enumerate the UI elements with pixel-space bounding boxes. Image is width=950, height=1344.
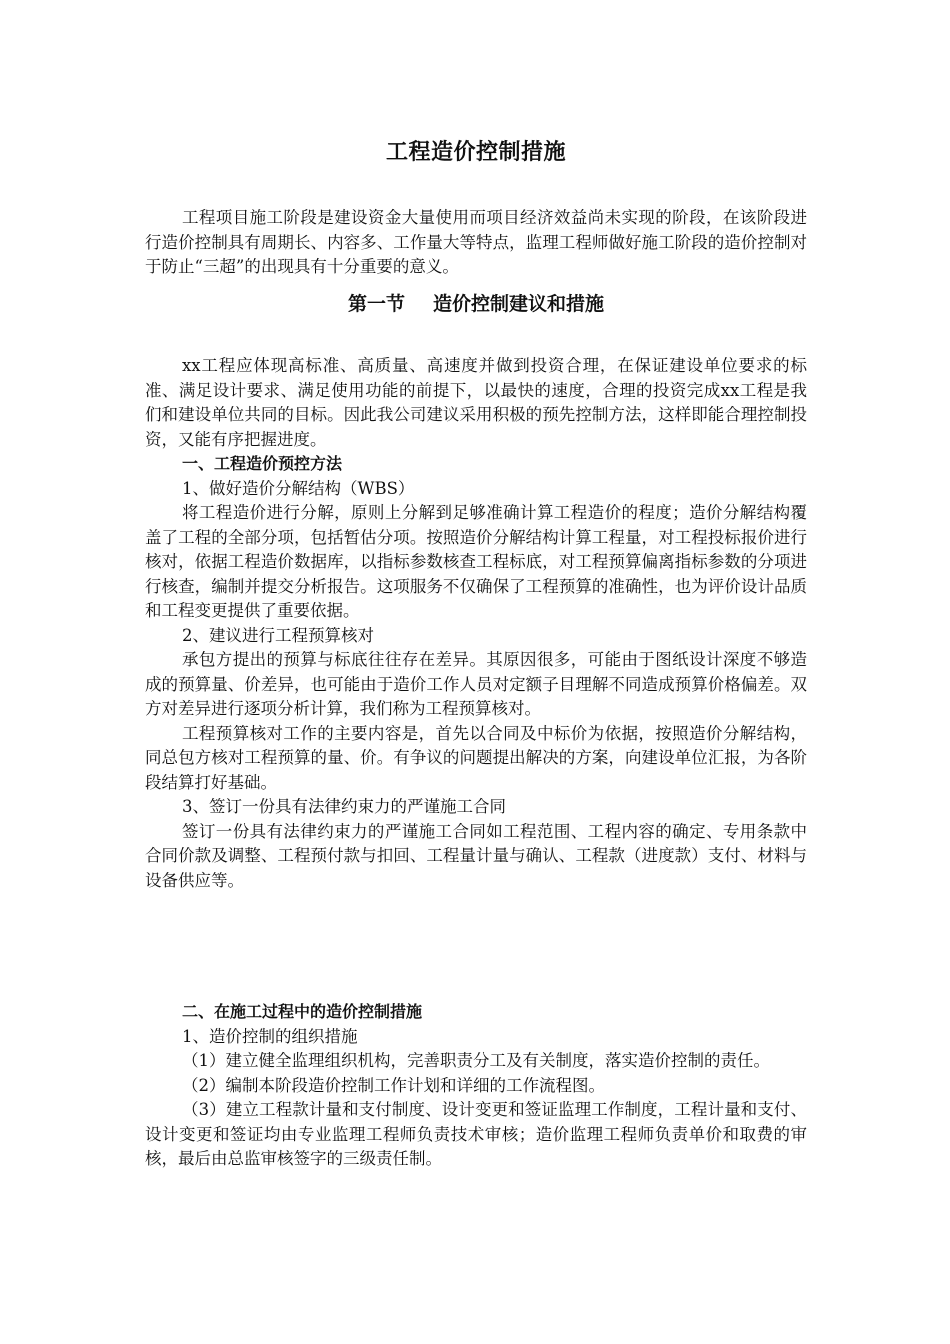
section-title — [145, 289, 807, 319]
document-page — [145, 0, 807, 1344]
document-title: 工程造价控制措施 — [385, 140, 566, 165]
part2-heading: 二、在施工过程中的造价控制措施 — [182, 1002, 423, 1021]
section1-body — [145, 354, 807, 893]
part1-item3-title: 3、签订一份具有法律约束力的严谨施工合同 — [182, 797, 506, 816]
intro-block — [145, 206, 807, 280]
part1-item2-text1: 承包方提出的预算与标底往往存在差异。其原因很多，可能由于图纸设计深度不够造成的预算量、价差异，也可能由于造价工作人员对定额子目理解不同造成预算价格偏差。双方对差异进行逐项分析计算，我们称为工程预算核对。 — [145, 650, 807, 718]
part2-measure-2: （2）编制本阶段造价控制工作计划和详细的工作流程图。 — [182, 1075, 605, 1095]
part2-measure-3: （3）建立工程款计量和支付制度、设计变更和签证监理工作制度，工程计量和支付、设计变更和签证均由专业监理工程师负责技术审核；造价监理工程师负责单价和取费的审核，最后由总监审核签字的三级责任制。 — [145, 1100, 807, 1168]
section-intro-paragraph: xx工程应体现高标准、高质量、高速度并做到投资合理，在保证建设单位要求的标准、满足设计要求、满足使用功能的前提下，以最快的速度，合理的投资完成xx工程是我们和建设单位共同的目标。因此我公司建议采用积极的预先控制方法，这样即能合理控制投资，又能有序把握进度。 — [145, 356, 807, 449]
section-name: 造价控制建议和措施 — [433, 293, 605, 315]
section1-part2 — [145, 1000, 807, 1172]
part1-item1-title: 1、做好造价分解结构（WBS） — [182, 478, 415, 498]
part1-item3-text: 签订一份具有法律约束力的严谨施工合同如工程范围、工程内容的确定、专用条款中合同价款及调整、工程预付款与扣回、工程量计量与确认、工程款（进度款）支付、材料与设备供应等。 — [145, 821, 807, 890]
section-number: 第一节 — [347, 293, 405, 315]
intro-paragraph: 工程项目施工阶段是建设资金大量使用而项目经济效益尚未实现的阶段，在该阶段进行造价控制具有周期长、内容多、工作量大等特点，监理工程师做好施工阶段的造价控制对于防止“三超”的出现具有十分重要的意义。 — [145, 208, 807, 276]
part1-item2-text2: 工程预算核对工作的主要内容是，首先以合同及中标价为依据，按照造价分解结构，同总包方核对工程预算的量、价。有争议的问题提出解决的方案，向建设单位汇报，为各阶段结算打好基础。 — [145, 723, 807, 792]
part1-item2-title: 2、建议进行工程预算核对 — [182, 625, 374, 645]
part2-measure-1: （1）建立健全监理组织机构，完善职责分工及有关制度，落实造价控制的责任。 — [182, 1051, 770, 1070]
part1-heading: 一、工程造价预控方法 — [182, 454, 343, 473]
part1-item1-text: 将工程造价进行分解，原则上分解到足够准确计算工程造价的程度；造价分解结构覆盖了工程的全部分项，包括暂估分项。按照造价分解结构计算工程量，对工程投标报价进行核对，依据工程造价数据库，以指标参数核查工程标底，对工程预算偏离指标参数的分项进行核查，编制并提交分析报告。这项服务不仅确保了工程预算的准确性，也为评价设计品质和工程变更提供了重要依据。 — [145, 503, 807, 620]
part2-item1-title: 1、造价控制的组织措施 — [182, 1026, 358, 1046]
